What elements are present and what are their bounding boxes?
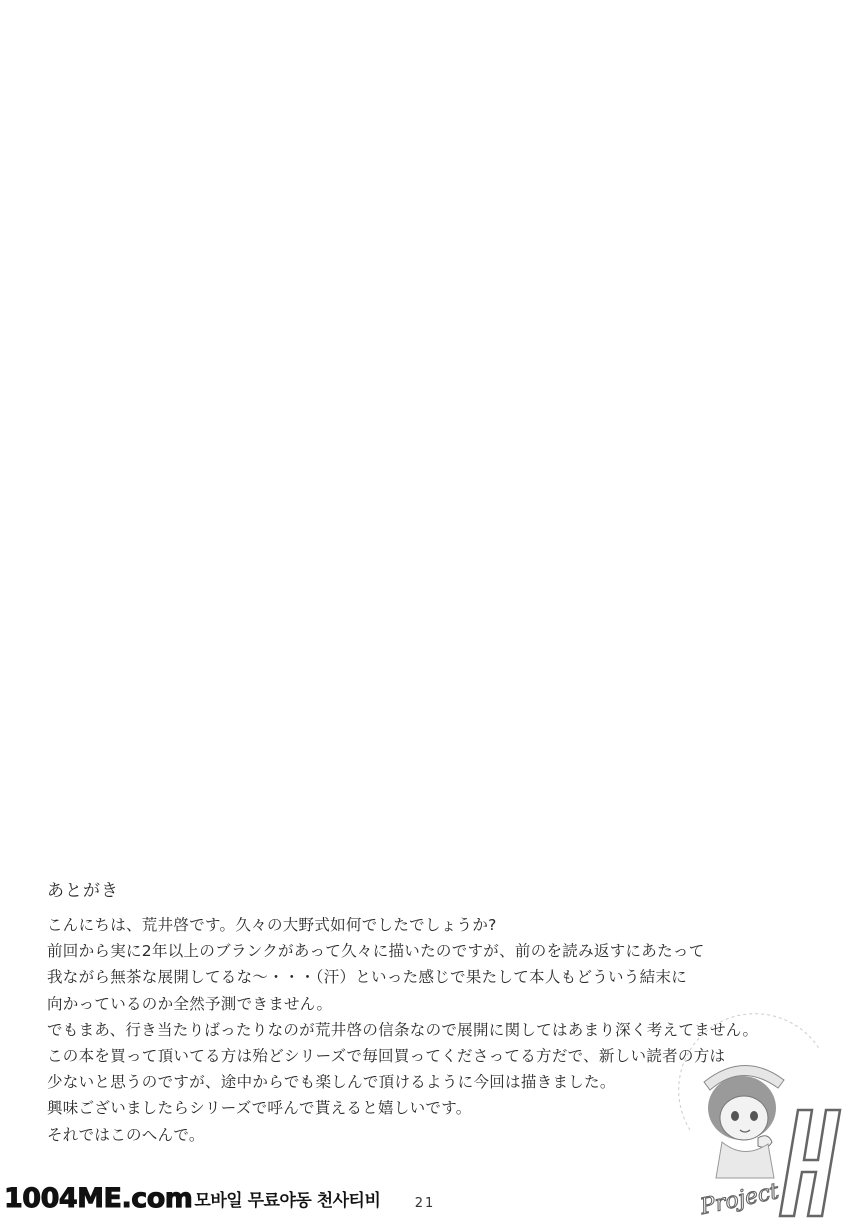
afterword-line: でもまあ、行き当たりばったりなのが荒井啓の信条なので展開に関してはあまり深く考えてません。 bbox=[47, 1020, 759, 1039]
watermark-brand: 1004ME.com bbox=[4, 1182, 193, 1214]
afterword-line: 向かっているのか全然予測できません。 bbox=[47, 994, 333, 1013]
afterword-heading: あとがき bbox=[47, 881, 119, 901]
afterword-line: 少ないと思うのですが、途中からでも楽しんで頂けるように今回は描きました。 bbox=[47, 1073, 616, 1092]
character-eye-right bbox=[750, 1111, 758, 1121]
character-face bbox=[720, 1096, 768, 1140]
project-h-stamp bbox=[670, 1010, 848, 1222]
site-watermark bbox=[4, 1181, 380, 1215]
project-word: Project bbox=[698, 1179, 782, 1221]
afterword-line: 興味ございましたらシリーズで呼んで貰えると嬉しいです。 bbox=[47, 1099, 472, 1118]
character-body bbox=[716, 1142, 774, 1178]
page-number: 21 bbox=[414, 1196, 436, 1211]
character-eye-left bbox=[731, 1111, 739, 1121]
afterword-line: それではこのへんで。 bbox=[47, 1125, 205, 1144]
afterword-line: 我ながら無茶な展開してるな～・・・（汗）といった感じで果たして本人もどういう結末に bbox=[47, 968, 688, 987]
afterword-line: こんにちは、荒井啓です。久々の大野式如何でしたでしょうか? bbox=[47, 916, 497, 934]
watermark-tagline: 모바일 무료야동 천사티비 bbox=[194, 1190, 381, 1211]
afterword-line: 前回から実に2年以上のブランクがあって久々に描いたのですが、前のを読み返すにあたって bbox=[47, 942, 705, 961]
afterword-line: この本を買って頂いてる方は殆どシリーズで毎回買ってくださってる方だで、新しい読者の方は bbox=[47, 1047, 726, 1066]
